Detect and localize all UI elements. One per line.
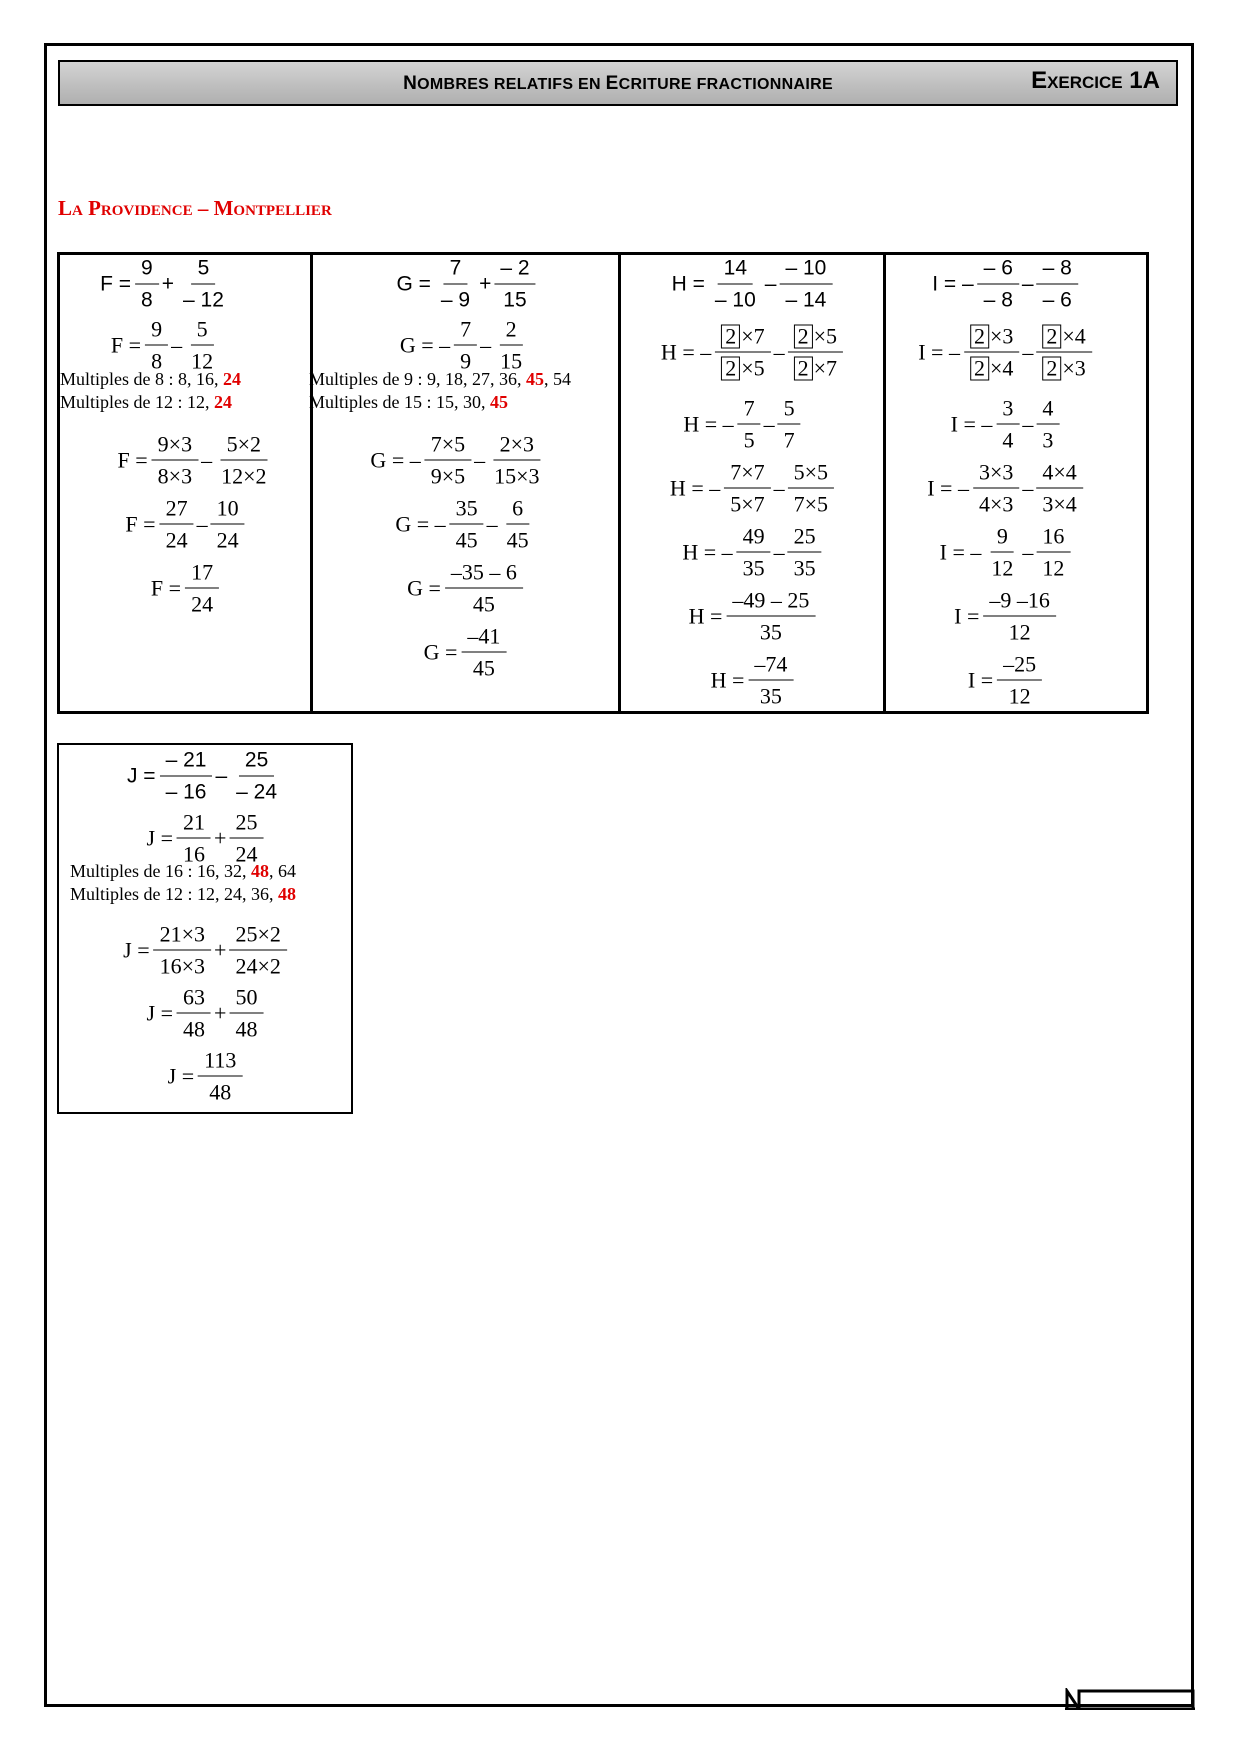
- numerator: 2 ×5: [788, 323, 843, 353]
- column-divider: [310, 255, 313, 711]
- fraction: [450, 495, 484, 554]
- numerator: – 8: [1037, 255, 1078, 285]
- denominator: 45: [472, 655, 495, 681]
- equation-line-j4: [147, 984, 264, 1043]
- denominator: 3×4: [1042, 491, 1077, 517]
- denominator: 48: [209, 1079, 232, 1105]
- equation-line-i3: [951, 395, 1060, 454]
- numerator: 7×5: [425, 431, 471, 461]
- fraction: [737, 523, 771, 582]
- fraction: [779, 255, 832, 314]
- lcm-highlight: 48: [278, 884, 296, 904]
- fraction: [1037, 255, 1078, 314]
- boxed-factor: 2: [1042, 357, 1061, 381]
- numerator: 5: [192, 255, 216, 285]
- denominator: 45: [472, 591, 495, 617]
- numerator: 35: [450, 495, 484, 525]
- numerator: 21×3: [154, 921, 211, 951]
- equation-line-i5: [940, 523, 1071, 582]
- equation-lhs: J =: [126, 764, 156, 787]
- denominator: 45: [506, 527, 529, 553]
- denominator: – 6: [1042, 288, 1072, 312]
- denominator: 4×3: [978, 491, 1014, 517]
- equation-line-f2: [111, 316, 219, 375]
- fraction: [435, 255, 476, 314]
- operator: –: [773, 339, 785, 364]
- numerator: – 2: [494, 255, 535, 285]
- multiples-text: Multiples de 12 : 12,: [60, 392, 214, 412]
- operator: –: [763, 411, 775, 436]
- numerator: – 10: [779, 255, 832, 285]
- numerator: 9×3: [152, 431, 198, 461]
- numerator: 49: [737, 523, 771, 553]
- fraction: [229, 984, 263, 1043]
- multiples-line-g2: [309, 392, 508, 413]
- equation-line-i6: [954, 587, 1056, 646]
- denominator: 12: [1042, 555, 1065, 581]
- fraction: [788, 523, 822, 582]
- boxed-factor: 2: [1042, 325, 1061, 349]
- fraction: [724, 459, 770, 518]
- equation-lhs: G = –: [395, 511, 446, 536]
- denominator: 24×2: [235, 953, 281, 979]
- fraction: [185, 559, 219, 618]
- lcm-highlight: 24: [214, 392, 232, 412]
- multiples-text: Multiples de 16 : 16, 32,: [70, 861, 251, 881]
- fraction: [494, 255, 535, 314]
- equation-line-f1: [100, 255, 230, 314]
- numerator: 4: [1036, 395, 1059, 425]
- equation-line-h7: [711, 651, 794, 710]
- denominator: 2 ×3: [1036, 353, 1091, 382]
- denominator: 35: [793, 555, 816, 581]
- denominator: – 14: [785, 288, 827, 312]
- denominator: 15: [503, 288, 527, 312]
- denominator: 8: [141, 288, 153, 312]
- fraction: [1036, 395, 1059, 454]
- denominator: 2 ×5: [715, 353, 770, 382]
- numerator: 2 ×4: [1036, 323, 1091, 353]
- numerator: 25: [239, 747, 274, 777]
- equation-line-h1: [672, 255, 833, 314]
- denominator: 12: [1008, 683, 1031, 709]
- denominator: 16×3: [159, 953, 206, 979]
- equation-lhs: F =: [125, 511, 156, 536]
- denominator: 24: [165, 527, 188, 553]
- fraction: [973, 459, 1019, 518]
- denominator: – 10: [714, 288, 756, 312]
- denominator: 16: [183, 841, 206, 867]
- denominator: 35: [742, 555, 765, 581]
- fraction: [501, 495, 535, 554]
- numerator: 2 ×7: [715, 323, 770, 353]
- fraction: [215, 431, 272, 490]
- equation-line-h4: [670, 459, 834, 518]
- numerator: 5×5: [788, 459, 834, 489]
- multiples-text: Multiples de 12 : 12, 24, 36,: [70, 884, 278, 904]
- numerator: 113: [198, 1047, 242, 1077]
- multiples-text: , 54: [544, 369, 571, 389]
- equation-line-f4: [125, 495, 244, 554]
- column-divider: [618, 255, 621, 711]
- numerator: –74: [748, 651, 793, 681]
- equation-line-g5: [407, 559, 523, 618]
- numerator: 21: [177, 809, 211, 839]
- equation-line-f3: [118, 431, 273, 490]
- equation-lhs: I = –: [932, 272, 974, 295]
- fraction: [997, 651, 1042, 710]
- fraction: [709, 255, 762, 314]
- denominator: 45: [455, 527, 478, 553]
- equation-line-i2: [918, 323, 1092, 382]
- denominator: 48: [183, 1016, 206, 1042]
- numerator: 2: [500, 316, 523, 346]
- equation-lhs: H = –: [660, 339, 712, 364]
- operator: –: [1022, 539, 1034, 564]
- numerator: – 6: [978, 255, 1019, 285]
- equation-lhs: G = –: [399, 332, 451, 357]
- numerator: –9 –16: [983, 587, 1056, 617]
- fraction: [494, 316, 528, 375]
- equation-line-h3: [683, 395, 800, 454]
- fraction: [996, 395, 1019, 454]
- operator: –: [201, 447, 213, 472]
- denominator: 2 ×4: [964, 353, 1019, 382]
- numerator: 25: [229, 809, 263, 839]
- equation-lhs: F =: [110, 332, 142, 357]
- denominator: 12: [991, 555, 1014, 581]
- denominator: 12: [1008, 619, 1031, 645]
- equation-lhs: J =: [167, 1063, 195, 1088]
- denominator: – 9: [440, 288, 471, 312]
- numerator: –49 – 25: [726, 587, 815, 617]
- numerator: 16: [1036, 523, 1070, 553]
- numerator: 5: [778, 395, 801, 425]
- equation-line-h2: [661, 323, 843, 382]
- denominator: 9×5: [430, 463, 466, 489]
- operator: –: [196, 511, 208, 536]
- denominator: 12: [191, 348, 214, 374]
- equation-line-g2: [400, 316, 528, 375]
- boxed-factor: 2: [721, 357, 740, 381]
- header-title: NOMBRES RELATIFS EN ECRITURE FRACTIONNAIRE: [403, 73, 833, 94]
- denominator: – 8: [983, 288, 1013, 312]
- denominator: 15×3: [494, 463, 540, 489]
- denominator: 35: [759, 619, 782, 645]
- equation-line-j2: [147, 809, 264, 868]
- equation-line-g6: [424, 623, 507, 682]
- denominator: 15: [500, 348, 523, 374]
- numerator: 2×3: [494, 431, 540, 461]
- fraction: [198, 1047, 242, 1106]
- numerator: 4×4: [1036, 459, 1082, 489]
- equation-line-f5: [151, 559, 219, 618]
- denominator: – 24: [236, 780, 278, 804]
- operator: –: [215, 764, 228, 787]
- operator: –: [1022, 339, 1034, 364]
- equation-line-i4: [927, 459, 1083, 518]
- denominator: – 12: [183, 288, 224, 312]
- equation-lhs: I = –: [950, 411, 993, 436]
- fraction: [788, 323, 843, 382]
- fraction: [985, 523, 1019, 582]
- denominator: 2 ×7: [788, 353, 843, 382]
- boxed-factor: 2: [794, 357, 813, 381]
- operator: +: [214, 825, 227, 850]
- numerator: – 21: [160, 747, 213, 777]
- equation-line-g1: [396, 255, 535, 314]
- numerator: 2 ×3: [964, 323, 1019, 353]
- multiples-line-j1: [70, 861, 296, 882]
- numerator: –35 – 6: [445, 559, 523, 589]
- denominator: 12×2: [221, 463, 267, 489]
- equation-line-i7: [968, 651, 1042, 710]
- multiples-text: , 64: [269, 861, 296, 881]
- fraction: [229, 921, 286, 980]
- numerator: 25: [788, 523, 822, 553]
- fraction: [177, 809, 211, 868]
- multiples-text: Multiples de 15 : 15, 30,: [309, 392, 490, 412]
- denominator: 5×7: [730, 491, 765, 517]
- equation-lhs: I = –: [927, 475, 969, 500]
- equation-lhs: H = –: [669, 475, 721, 500]
- multiples-line-g1: [309, 369, 571, 390]
- denominator: 8: [151, 348, 163, 374]
- operator: –: [474, 447, 486, 472]
- equation-lhs: F =: [117, 447, 148, 472]
- numerator: 63: [177, 984, 211, 1014]
- fraction: [788, 459, 834, 518]
- fraction: [145, 316, 168, 375]
- operator: –: [171, 332, 183, 357]
- equation-line-h5: [682, 523, 821, 582]
- fraction: [978, 255, 1019, 314]
- header-bar: [58, 60, 1178, 106]
- equation-lhs: G =: [423, 639, 458, 664]
- fraction: [461, 623, 506, 682]
- fraction: [1036, 459, 1082, 518]
- numerator: 5×2: [221, 431, 267, 461]
- equation-line-j1: [127, 747, 283, 806]
- multiples-text: Multiples de 9 : 9, 18, 27, 36,: [309, 369, 526, 389]
- equation-lhs: H =: [710, 667, 745, 692]
- fraction: [230, 747, 283, 806]
- equation-lhs: H =: [688, 603, 723, 628]
- denominator: 7: [783, 427, 795, 453]
- equation-lhs: I = –: [918, 339, 960, 364]
- lcm-highlight: 45: [490, 392, 508, 412]
- equation-lhs: G = –: [370, 447, 421, 472]
- denominator: 3: [1042, 427, 1054, 453]
- operator: +: [479, 272, 492, 295]
- fraction: [160, 495, 194, 554]
- equation-lhs: G =: [396, 272, 431, 295]
- numerator: 9: [991, 523, 1014, 553]
- numerator: 50: [229, 984, 263, 1014]
- fraction: [715, 323, 770, 382]
- equation-lhs: I =: [954, 603, 980, 628]
- equation-lhs: I = –: [939, 539, 982, 564]
- lcm-highlight: 45: [526, 369, 544, 389]
- fraction: [177, 984, 211, 1043]
- denominator: 5: [743, 427, 755, 453]
- equation-lhs: J =: [146, 825, 174, 850]
- boxed-factor: 2: [721, 325, 740, 349]
- school-name: La Providence – Montpellier: [58, 196, 332, 220]
- numerator: –25: [997, 651, 1042, 681]
- numerator: 25×2: [229, 921, 286, 951]
- multiples-line-f1: [60, 369, 241, 390]
- fraction: [154, 921, 211, 980]
- operator: –: [1021, 272, 1034, 295]
- operator: –: [480, 332, 492, 357]
- equation-line-j5: [168, 1047, 243, 1106]
- denominator: 7×5: [793, 491, 829, 517]
- equation-lhs: H =: [671, 272, 705, 295]
- multiples-line-f2: [60, 392, 232, 413]
- denominator: 48: [235, 1016, 258, 1042]
- numerator: 6: [506, 495, 529, 525]
- equation-line-j3: [123, 921, 287, 980]
- operator: +: [214, 937, 227, 962]
- numerator: 9: [145, 316, 168, 346]
- lcm-highlight: 24: [223, 369, 241, 389]
- fraction: [964, 323, 1019, 382]
- equation-lhs: I =: [967, 667, 994, 692]
- operator: –: [1022, 475, 1034, 500]
- equation-line-g3: [370, 431, 545, 490]
- boxed-factor: 2: [970, 357, 989, 381]
- fraction: [135, 255, 159, 314]
- equation-line-h6: [689, 587, 816, 646]
- exercise-label: Exercice 1A: [1031, 67, 1160, 94]
- fraction: [229, 809, 263, 868]
- operator: +: [214, 1000, 227, 1025]
- numerator: –41: [461, 623, 506, 653]
- fraction: [454, 316, 477, 375]
- multiples-text: Multiples de 8 : 8, 16,: [60, 369, 223, 389]
- denominator: 8×3: [157, 463, 193, 489]
- fraction: [152, 431, 198, 490]
- equation-lhs: J =: [123, 937, 150, 962]
- fraction: [160, 747, 213, 806]
- equation-line-g4: [395, 495, 534, 554]
- equation-lhs: G =: [407, 575, 441, 600]
- fraction: [1036, 323, 1091, 382]
- fraction: [425, 431, 471, 490]
- operator: –: [486, 511, 498, 536]
- operator: –: [764, 272, 777, 295]
- fraction: [1036, 523, 1070, 582]
- fraction: [983, 587, 1056, 646]
- fraction: [211, 495, 245, 554]
- boxed-factor: 2: [970, 325, 989, 349]
- operator: –: [773, 475, 785, 500]
- numerator: 27: [160, 495, 194, 525]
- multiples-line-j2: [70, 884, 296, 905]
- denominator: 24: [191, 591, 214, 617]
- equation-lhs: J =: [146, 1000, 174, 1025]
- fraction: [177, 255, 230, 314]
- numerator: 7: [738, 395, 761, 425]
- equation-lhs: F =: [100, 272, 132, 295]
- column-divider: [883, 255, 886, 711]
- numerator: 3×3: [973, 459, 1019, 489]
- numerator: 3: [996, 395, 1019, 425]
- numerator: 5: [191, 316, 214, 346]
- fraction: [726, 587, 815, 646]
- lcm-highlight: 48: [251, 861, 269, 881]
- denominator: 24: [235, 841, 258, 867]
- denominator: – 16: [165, 780, 207, 804]
- fraction: [748, 651, 793, 710]
- boxed-factor: 2: [794, 325, 813, 349]
- operator: –: [1022, 411, 1034, 436]
- fraction: [445, 559, 523, 618]
- fraction: [738, 395, 761, 454]
- fraction: [778, 395, 801, 454]
- numerator: 14: [718, 255, 753, 285]
- numerator: 7: [454, 316, 477, 346]
- operator: +: [161, 272, 175, 295]
- equation-lhs: F =: [150, 575, 182, 600]
- numerator: 17: [185, 559, 219, 589]
- numerator: 7: [444, 255, 468, 285]
- fraction: [185, 316, 219, 375]
- numerator: 10: [211, 495, 245, 525]
- denominator: 4: [1002, 427, 1014, 453]
- denominator: 9: [460, 348, 472, 374]
- numerator: 7×7: [724, 459, 770, 489]
- equation-lhs: H = –: [682, 539, 733, 564]
- numerator: 9: [135, 255, 159, 285]
- denominator: 35: [759, 683, 782, 709]
- page-corner-mark: [1065, 1688, 1195, 1710]
- equation-lhs: H = –: [683, 411, 734, 436]
- equation-line-i1: [932, 255, 1078, 314]
- fraction: [488, 431, 545, 490]
- operator: –: [773, 539, 785, 564]
- denominator: 24: [216, 527, 239, 553]
